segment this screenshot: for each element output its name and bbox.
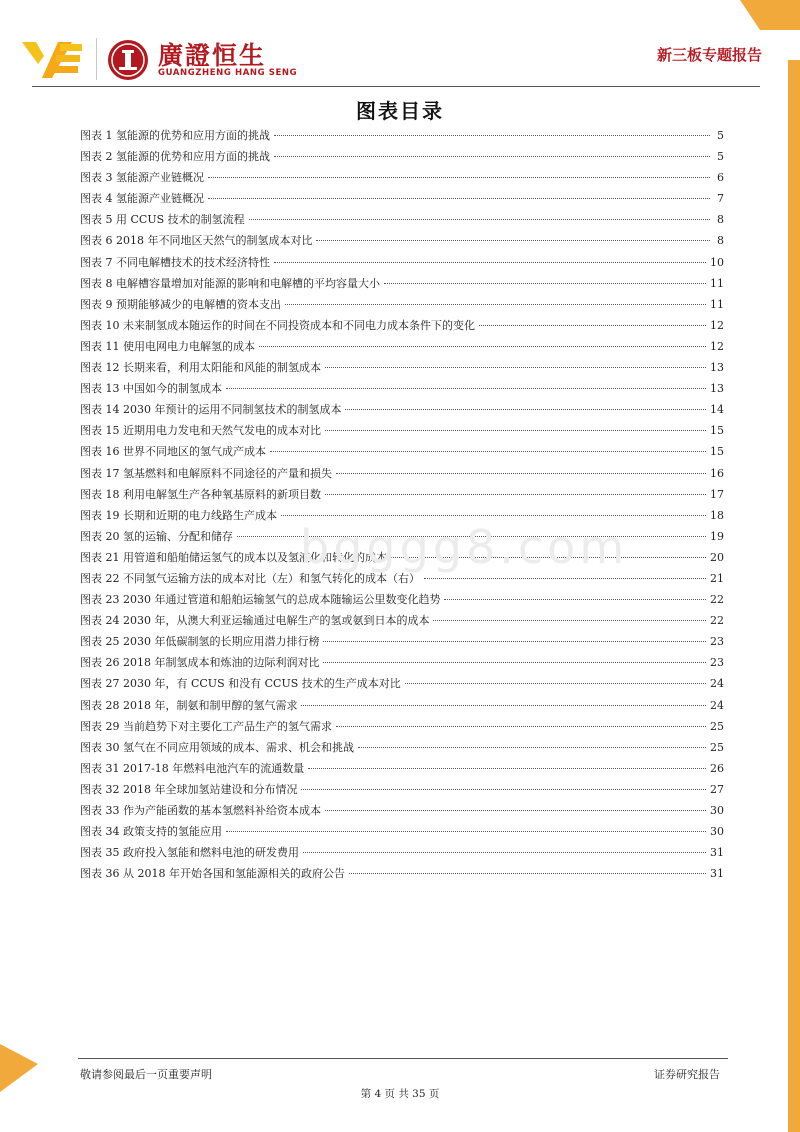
toc-dot-leader	[325, 430, 706, 431]
toc-dot-leader	[270, 451, 706, 452]
toc-dot-leader	[345, 409, 706, 410]
toc-dot-leader	[405, 683, 706, 684]
toc-entry[interactable]	[80, 612, 724, 633]
footer-divider	[78, 1058, 728, 1059]
toc-entry[interactable]	[80, 675, 724, 696]
toc-entry-page: 21	[710, 571, 724, 585]
toc-entry[interactable]	[80, 591, 724, 612]
toc-dot-leader	[358, 747, 706, 748]
toc-entry[interactable]	[80, 633, 724, 654]
toc-entry-page: 20	[710, 550, 724, 564]
toc-dot-leader	[274, 262, 706, 263]
toc-entry-page: 8	[717, 234, 724, 248]
toc-entry-label: 图表 11 使用电网电力电解氢的成本	[80, 339, 255, 353]
toc-entry-label: 图表 29 当前趋势下对主要化工产品生产的氢气需求	[80, 719, 332, 733]
toc-dot-leader	[325, 367, 706, 368]
ye-logo-icon	[22, 38, 84, 80]
toc-entry-label: 图表 15 近期用电力发电和天然气发电的成本对比	[80, 424, 321, 438]
logo-divider	[96, 38, 97, 80]
toc-dot-leader	[308, 768, 706, 769]
toc-dot-leader	[336, 473, 706, 474]
toc-dot-leader	[316, 240, 710, 241]
toc-entry[interactable]	[80, 781, 724, 802]
toc-entry-label: 图表 9 预期能够减少的电解槽的资本支出	[80, 297, 281, 311]
brand-name-en: GUANGZHENG HANG SENG	[158, 68, 298, 78]
toc-entry-page: 10	[710, 255, 724, 269]
toc-entry-page: 6	[717, 171, 724, 185]
toc-entry-page: 17	[710, 487, 724, 501]
toc-entry[interactable]	[80, 718, 724, 739]
toc-entry-label: 图表 27 2030 年，有 CCUS 和没有 CCUS 技术的生产成本对比	[80, 677, 401, 691]
toc-entry[interactable]	[80, 296, 724, 317]
toc-entry-page: 15	[710, 445, 724, 459]
toc-entry-page: 22	[710, 593, 724, 607]
toc-entry-label: 图表 22 不同氢气运输方法的成本对比（左）和氢气转化的成本（右）	[80, 571, 420, 585]
watermark: bgggg8.com	[300, 520, 629, 574]
toc-entry[interactable]	[80, 654, 724, 675]
toc-dot-leader	[301, 789, 706, 790]
toc-dot-leader	[249, 219, 710, 220]
toc-entry-page: 16	[710, 466, 724, 480]
toc-entry-page: 30	[710, 825, 724, 839]
toc-entry[interactable]	[80, 844, 724, 865]
toc-entry[interactable]	[80, 865, 724, 886]
toc-entry[interactable]	[80, 338, 724, 359]
toc-dot-leader	[384, 283, 706, 284]
toc-entry-page: 30	[710, 804, 724, 817]
toc-entry-label: 图表 8 电解槽容量增加对能源的影响和电解槽的平均容量大小	[80, 276, 380, 290]
toc-entry[interactable]	[80, 380, 724, 401]
toc-entry-label: 图表 3 氢能源产业链概况	[80, 171, 204, 185]
toc-entry-page: 8	[717, 213, 724, 227]
toc-dot-leader	[325, 494, 706, 495]
toc-entry[interactable]	[80, 359, 724, 380]
toc-entry[interactable]	[80, 232, 724, 253]
toc-entry-page: 15	[710, 424, 724, 438]
toc-entry-label: 图表 24 2030 年，从澳大利亚运输通过电解生产的氢或氨到日本的成本	[80, 614, 430, 628]
toc-entry-page: 11	[710, 297, 724, 311]
toc-entry[interactable]	[80, 317, 724, 338]
brand-name-cn: 廣證恒生	[158, 41, 267, 70]
toc-entry-page: 7	[717, 192, 724, 206]
footer-disclaimer: 敬请参阅最后一页重要声明	[80, 1068, 212, 1081]
header-divider	[32, 86, 760, 87]
toc-entry-page: 14	[710, 403, 724, 417]
toc-entry[interactable]	[80, 823, 724, 844]
toc-entry-label: 图表 33 作为产能函数的基本氢燃料补给资本成本	[80, 804, 321, 817]
toc-entry[interactable]	[80, 465, 724, 486]
toc-entry-page: 12	[710, 318, 724, 332]
toc-entry-page: 22	[710, 614, 724, 628]
toc-entry-page: 23	[710, 635, 724, 649]
toc-entry-page: 25	[710, 740, 724, 754]
toc-dot-leader	[303, 852, 706, 853]
toc-entry-label: 图表 28 2018 年，制氨和制甲醇的氢气需求	[80, 698, 298, 712]
toc-entry-page: 31	[710, 846, 724, 860]
top-corner-decoration	[740, 0, 800, 30]
toc-entry[interactable]	[80, 401, 724, 422]
toc-dot-leader	[274, 135, 710, 136]
toc-entry-label: 图表 5 用 CCUS 技术的制氢流程	[80, 213, 245, 227]
toc-dot-leader	[433, 620, 706, 621]
toc-dot-leader	[285, 304, 706, 305]
toc-entry[interactable]	[80, 169, 724, 190]
toc-entry-page: 13	[710, 382, 724, 396]
toc-entry[interactable]	[80, 802, 724, 823]
toc-dot-leader	[208, 198, 710, 199]
toc-entry[interactable]	[80, 760, 724, 781]
toc-entry[interactable]	[80, 127, 724, 148]
toc-entry-label: 图表 32 2018 年全球加氢站建设和分布情况	[80, 782, 298, 796]
toc-dot-leader	[444, 599, 706, 600]
toc-entry-label: 图表 20 氢的运输、分配和储存	[80, 529, 233, 543]
toc-entry-label: 图表 13 中国如今的制氢成本	[80, 382, 222, 396]
toc-list	[80, 127, 724, 886]
toc-entry-label: 图表 31 2017-18 年燃料电池汽车的流通数量	[80, 761, 305, 775]
toc-entry-page: 25	[710, 719, 724, 733]
toc-entry-label: 图表 21 用管道和船舶储运氢气的成本以及氢液化和转化的成本	[80, 550, 387, 564]
toc-dot-leader	[259, 346, 706, 347]
page-number: 第 4 页 共 35 页	[360, 1088, 440, 1100]
toc-entry-label: 图表 34 政策支持的氢能应用	[80, 825, 222, 839]
toc-entry-label: 图表 36 从 2018 年开始各国和氢能源相关的政府公告	[80, 867, 345, 881]
toc-entry[interactable]	[80, 190, 724, 211]
toc-dot-leader	[349, 873, 706, 874]
toc-entry-page: 13	[710, 361, 724, 375]
toc-dot-leader	[323, 662, 706, 663]
toc-entry-page: 24	[710, 677, 724, 691]
toc-dot-leader	[301, 705, 706, 706]
toc-entry-label: 图表 6 2018 年不同地区天然气的制氢成本对比	[80, 234, 313, 248]
toc-entry-page: 26	[710, 761, 724, 775]
toc-entry-page: 5	[717, 150, 724, 164]
toc-dot-leader	[323, 641, 706, 642]
toc-dot-leader	[424, 578, 706, 579]
toc-entry[interactable]	[80, 211, 724, 232]
toc-entry-page: 27	[710, 782, 724, 796]
toc-entry[interactable]	[80, 148, 724, 169]
toc-entry[interactable]	[80, 275, 724, 296]
toc-entry-label: 图表 2 氢能源的优势和应用方面的挑战	[80, 150, 270, 164]
toc-dot-leader	[325, 810, 706, 811]
toc-entry-label: 图表 4 氢能源产业链概况	[80, 192, 204, 206]
toc-entry-label: 图表 17 氢基燃料和电解原料不同途径的产量和损失	[80, 466, 332, 480]
toc-entry-page: 5	[717, 129, 724, 142]
footer-doc-type: 证券研究报告	[654, 1068, 720, 1081]
toc-entry-page: 23	[710, 656, 724, 670]
toc-entry-label: 图表 7 不同电解槽技术的技术经济特性	[80, 255, 270, 269]
toc-entry-label: 图表 12 长期来看，利用太阳能和风能的制氢成本	[80, 361, 321, 375]
toc-entry[interactable]	[80, 697, 724, 718]
toc-entry-label: 图表 10 未来制氢成本随运作的时间在不同投资成本和不同电力成本条件下的变化	[80, 318, 475, 332]
toc-entry-page: 24	[710, 698, 724, 712]
toc-entry-label: 图表 23 2030 年通过管道和船舶运输氢气的总成本随输运公里数变化趋势	[80, 593, 441, 607]
toc-dot-leader	[336, 726, 706, 727]
bottom-corner-decoration	[0, 1044, 38, 1092]
toc-dot-leader	[479, 325, 706, 326]
toc-entry-page: 19	[710, 529, 724, 543]
toc-entry-label: 图表 16 世界不同地区的氢气成产成本	[80, 445, 266, 459]
report-type-label: 新三板专题报告	[656, 46, 762, 64]
toc-dot-leader	[226, 388, 706, 389]
toc-entry[interactable]	[80, 486, 724, 507]
toc-dot-leader	[281, 515, 706, 516]
toc-entry[interactable]	[80, 443, 724, 464]
toc-entry-page: 11	[710, 276, 724, 290]
toc-entry[interactable]	[80, 254, 724, 275]
toc-entry-label: 图表 30 氢气在不同应用领域的成本、需求、机会和挑战	[80, 740, 354, 754]
toc-entry[interactable]	[80, 739, 724, 760]
toc-dot-leader	[274, 156, 710, 157]
gzhs-seal-icon	[106, 38, 150, 82]
page-title: 图表目录	[356, 99, 444, 123]
toc-dot-leader	[208, 177, 710, 178]
toc-entry-label: 图表 35 政府投入氢能和燃料电池的研发费用	[80, 846, 299, 860]
toc-entry-page: 18	[710, 508, 724, 522]
toc-entry-page: 31	[710, 867, 724, 881]
toc-entry-label: 图表 18 利用电解氢生产各种氧基原料的新项目数	[80, 487, 321, 501]
toc-entry-label: 图表 19 长期和近期的电力线路生产成本	[80, 508, 277, 522]
toc-entry[interactable]	[80, 422, 724, 443]
toc-entry-label: 图表 25 2030 年低碳制氢的长期应用潜力排行榜	[80, 635, 320, 649]
toc-entry-label: 图表 14 2030 年预计的运用不同制氢技术的制氢成本	[80, 403, 342, 417]
toc-entry-page: 12	[710, 339, 724, 353]
toc-entry-label: 图表 1 氢能源的优势和应用方面的挑战	[80, 129, 270, 142]
toc-entry-label: 图表 26 2018 年制氢成本和炼油的边际利润对比	[80, 656, 320, 670]
toc-dot-leader	[226, 831, 706, 832]
right-accent-bar	[788, 60, 800, 1132]
